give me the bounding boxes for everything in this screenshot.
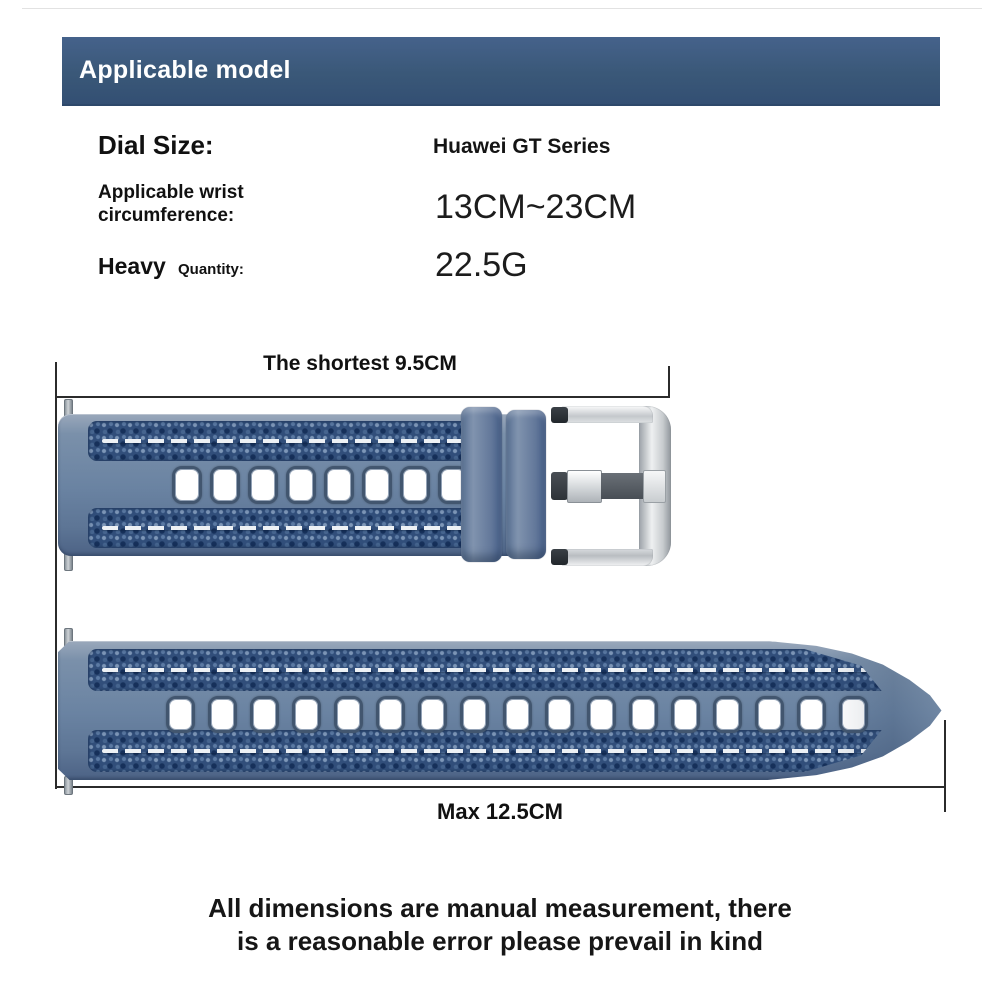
fabric-inlay-strip [88, 421, 480, 461]
page-title: Applicable model [79, 56, 291, 84]
spec-value-weight: 22.5G [435, 246, 528, 284]
spec-label-weight-quantity: Quantity: [178, 261, 244, 278]
disclaimer-line-2: is a reasonable error please prevail in kind [236, 926, 764, 956]
strap-hole [629, 696, 658, 733]
header-banner [62, 37, 940, 106]
strap-hole [172, 466, 202, 504]
strap-hole [292, 696, 321, 733]
strap-hole [334, 696, 363, 733]
measurement-line-bottom-horizontal [55, 786, 946, 788]
spec-value-dial-size: Huawei GT Series [433, 135, 611, 158]
watch-strap-tail-piece [58, 641, 945, 780]
buckle-tang-base [567, 470, 602, 503]
strap-keeper-loop [461, 407, 502, 562]
strap-hole [250, 696, 279, 733]
disclaimer-line-1: All dimensions are manual measurement, there [208, 893, 792, 923]
spec-label-dial-size: Dial Size: [98, 130, 214, 160]
strap-hole [324, 466, 354, 504]
strap-hole [713, 696, 742, 733]
strap-hole [286, 466, 316, 504]
strap-hole [587, 696, 616, 733]
strap-hole [418, 696, 447, 733]
strap-keeper-loop [506, 410, 546, 559]
strap-hole [362, 466, 392, 504]
buckle [551, 406, 671, 566]
buckle-hinge-top [551, 407, 568, 423]
buckle-frame-bottom [561, 549, 653, 566]
measurement-label-shortest: The shortest 9.5CM [263, 352, 457, 375]
strap-hole [248, 466, 278, 504]
stitch-line [102, 749, 886, 753]
fabric-inlay-strip [88, 649, 902, 691]
strap-hole [797, 696, 826, 733]
disclaimer-text [0, 892, 1000, 958]
spec-label-weight: Heavy [98, 253, 166, 279]
strap-hole [460, 696, 489, 733]
stitch-line [102, 439, 464, 443]
measurement-tick-top-right [668, 366, 670, 398]
buckle-hinge-bottom [551, 549, 568, 565]
strap-hole [376, 696, 405, 733]
strap-hole [503, 696, 532, 733]
strap-hole [166, 696, 195, 733]
measurement-line-top-horizontal [55, 396, 670, 398]
buckle-tang-bar [601, 473, 644, 499]
strap-holes-row [166, 696, 868, 733]
strap-hole [755, 696, 784, 733]
buckle-tang-hinge [551, 472, 568, 500]
strap-hole [400, 466, 430, 504]
top-hairline [22, 8, 982, 9]
fabric-inlay-strip [88, 508, 480, 548]
strap-hole [208, 696, 237, 733]
measurement-label-max: Max 12.5CM [437, 799, 563, 824]
watch-strap-buckle-piece [58, 414, 520, 556]
measurement-tick-bottom-right [944, 720, 946, 812]
strap-tip-shading [830, 641, 945, 780]
strap-hole [210, 466, 240, 504]
strap-hole [545, 696, 574, 733]
spec-value-wrist-circumference: 13CM~23CM [435, 188, 637, 226]
buckle-tang-tip [643, 470, 666, 503]
fabric-inlay-strip [88, 730, 902, 772]
strap-holes-row [172, 466, 468, 504]
stitch-line [102, 668, 886, 672]
buckle-frame-top [561, 406, 653, 423]
stitch-line [102, 526, 464, 530]
strap-hole [671, 696, 700, 733]
spec-label-wrist-circumference: Applicable wrist circumference: [98, 182, 244, 226]
measurement-line-left-vertical [55, 362, 57, 789]
